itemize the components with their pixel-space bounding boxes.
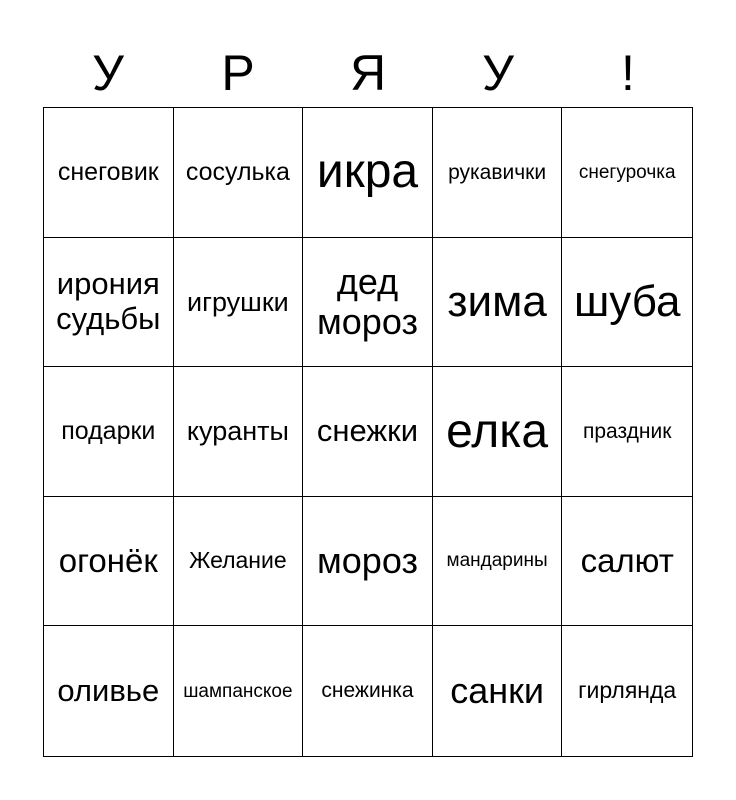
- bingo-board: [43, 107, 693, 757]
- bingo-cell[interactable]: гирлянда: [578, 677, 677, 704]
- header-letter: !: [621, 45, 635, 101]
- bingo-cell[interactable]: елка: [433, 367, 563, 497]
- bingo-cell[interactable]: сосулька: [174, 108, 304, 238]
- bingo-cell[interactable]: игрушки: [174, 238, 304, 368]
- bingo-header: [43, 40, 693, 106]
- bingo-cell[interactable]: ирония судьбы: [44, 238, 174, 368]
- bingo-cell[interactable]: икра: [303, 108, 433, 238]
- bingo-cell[interactable]: дед мороз: [303, 238, 433, 368]
- bingo-cell[interactable]: мороз: [303, 497, 433, 627]
- bingo-cell[interactable]: зима: [433, 238, 563, 368]
- header-letter: Я: [349, 45, 387, 101]
- bingo-cell[interactable]: шуба: [562, 238, 692, 368]
- bingo-cell[interactable]: куранты: [174, 367, 304, 497]
- bingo-cell[interactable]: Желание: [174, 497, 304, 627]
- bingo-cell[interactable]: снеговик: [44, 108, 174, 238]
- header-letter: Р: [221, 45, 255, 101]
- bingo-cell[interactable]: санки: [433, 626, 563, 756]
- header-letter: У: [482, 45, 514, 101]
- bingo-cell[interactable]: шампанское: [174, 626, 304, 756]
- bingo-cell[interactable]: оливье: [44, 626, 174, 756]
- bingo-cell[interactable]: снежки: [303, 367, 433, 497]
- bingo-cell[interactable]: огонёк: [44, 497, 174, 627]
- bingo-cell[interactable]: праздник: [562, 367, 692, 497]
- bingo-cell[interactable]: подарки: [44, 367, 174, 497]
- bingo-cell[interactable]: салют: [562, 497, 692, 627]
- bingo-cell[interactable]: снежинка: [303, 626, 433, 756]
- header-letter: У: [92, 45, 124, 101]
- bingo-cell[interactable]: снегурочка: [562, 108, 692, 238]
- bingo-cell[interactable]: рукавички: [433, 108, 563, 238]
- bingo-cell[interactable]: мандарины: [433, 497, 563, 627]
